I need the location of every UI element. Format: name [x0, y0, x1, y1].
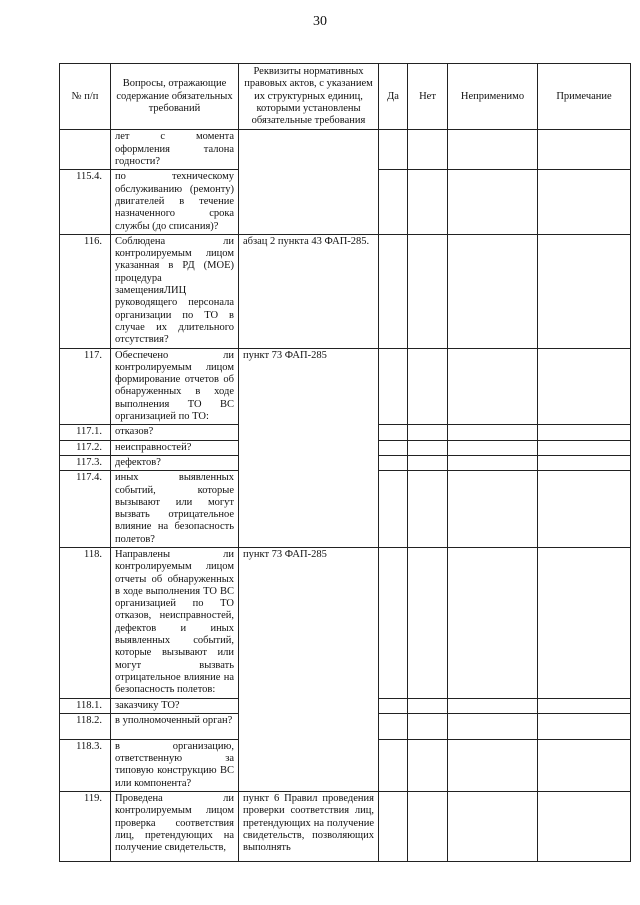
table-row — [60, 547, 631, 698]
note-cell[interactable] — [538, 440, 631, 455]
row-reference — [239, 130, 379, 234]
answer-na-cell[interactable] — [448, 234, 538, 348]
header-refs: Реквизиты нормативных правовых актов, с указанием их структурных единиц, которыми установлены обязательные требования — [239, 64, 379, 130]
answer-yes-cell[interactable] — [379, 348, 408, 425]
row-question: заказчику ТО? — [111, 698, 239, 713]
row-reference: пункт 73 ФАП-285 — [239, 348, 379, 547]
answer-na-cell[interactable] — [448, 713, 538, 739]
row-number: 118.3. — [60, 739, 111, 791]
answer-na-cell[interactable] — [448, 455, 538, 470]
answer-yes-cell[interactable] — [379, 739, 408, 791]
answer-no-cell[interactable] — [408, 170, 448, 234]
row-number: 118. — [60, 547, 111, 698]
row-question: неисправностей? — [111, 440, 239, 455]
row-reference: пункт 6 Правил проведения проверки соответствия лиц, претендующих на получение свидетельств, позволяющих выполнять — [239, 792, 379, 862]
note-cell[interactable] — [538, 130, 631, 170]
row-number: 119. — [60, 792, 111, 862]
row-question: Направлены ли контролируемым лицом отчеты об обнаруженных в ходе выполнения ТО ВС организацией по ТО отказов, неисправностей, дефектов и иных выявленных событий, которые вызывают или могут вызвать отрицательное влияние на безопасность полетов: — [111, 547, 239, 698]
row-question: лет с момента оформления талона годности? — [111, 130, 239, 170]
answer-no-cell[interactable] — [408, 713, 448, 739]
answer-yes-cell[interactable] — [379, 792, 408, 862]
header-question: Вопросы, отражающие содержание обязательных требований — [111, 64, 239, 130]
answer-na-cell[interactable] — [448, 471, 538, 548]
note-cell[interactable] — [538, 698, 631, 713]
answer-na-cell[interactable] — [448, 739, 538, 791]
row-number: 118.1. — [60, 698, 111, 713]
answer-na-cell[interactable] — [448, 170, 538, 234]
answer-no-cell[interactable] — [408, 698, 448, 713]
header-num: № п/п — [60, 64, 111, 130]
answer-yes-cell[interactable] — [379, 713, 408, 739]
answer-no-cell[interactable] — [408, 455, 448, 470]
note-cell[interactable] — [538, 792, 631, 862]
row-number: 115.4. — [60, 170, 111, 234]
answer-yes-cell[interactable] — [379, 440, 408, 455]
answer-yes-cell[interactable] — [379, 547, 408, 698]
note-cell[interactable] — [538, 425, 631, 440]
answer-no-cell[interactable] — [408, 440, 448, 455]
answer-no-cell[interactable] — [408, 471, 448, 548]
answer-no-cell[interactable] — [408, 348, 448, 425]
table-row — [60, 234, 631, 348]
note-cell[interactable] — [538, 739, 631, 791]
answer-yes-cell[interactable] — [379, 698, 408, 713]
checklist-table — [59, 63, 631, 862]
row-reference: абзац 2 пункта 43 ФАП-285. — [239, 234, 379, 348]
row-question: Соблюдена ли контролируемым лицом указанная в РД (МОЕ) процедура замещенияЛИЦ руководящего персонала организации по ТО в случае их длительного отсутствия? — [111, 234, 239, 348]
answer-na-cell[interactable] — [448, 348, 538, 425]
row-question: отказов? — [111, 425, 239, 440]
header-na: Неприменимо — [448, 64, 538, 130]
row-question: иных выявленных событий, которые вызывают или могут вызвать отрицательное влияние на безопасность полетов? — [111, 471, 239, 548]
row-question: в уполномоченный орган? — [111, 713, 239, 739]
page-number: 30 — [313, 14, 327, 29]
answer-no-cell[interactable] — [408, 425, 448, 440]
answer-yes-cell[interactable] — [379, 425, 408, 440]
answer-na-cell[interactable] — [448, 440, 538, 455]
answer-no-cell[interactable] — [408, 547, 448, 698]
note-cell[interactable] — [538, 471, 631, 548]
answer-na-cell[interactable] — [448, 130, 538, 170]
note-cell[interactable] — [538, 348, 631, 425]
note-cell[interactable] — [538, 455, 631, 470]
answer-yes-cell[interactable] — [379, 170, 408, 234]
answer-no-cell[interactable] — [408, 739, 448, 791]
answer-yes-cell[interactable] — [379, 471, 408, 548]
table-row — [60, 792, 631, 862]
row-number — [60, 130, 111, 170]
answer-yes-cell[interactable] — [379, 130, 408, 170]
header-yes: Да — [379, 64, 408, 130]
note-cell[interactable] — [538, 170, 631, 234]
row-number: 117.1. — [60, 425, 111, 440]
header-row — [60, 64, 631, 130]
answer-no-cell[interactable] — [408, 130, 448, 170]
answer-no-cell[interactable] — [408, 792, 448, 862]
row-question: дефектов? — [111, 455, 239, 470]
answer-na-cell[interactable] — [448, 425, 538, 440]
row-reference: пункт 73 ФАП-285 — [239, 547, 379, 791]
header-note: Примечание — [538, 64, 631, 130]
answer-yes-cell[interactable] — [379, 455, 408, 470]
table-row — [60, 130, 631, 170]
header-no: Нет — [408, 64, 448, 130]
answer-yes-cell[interactable] — [379, 234, 408, 348]
note-cell[interactable] — [538, 234, 631, 348]
row-question: по техническому обслуживанию (ремонту) двигателей в течение назначенного срока службы (до списания)? — [111, 170, 239, 234]
row-number: 117.2. — [60, 440, 111, 455]
row-number: 116. — [60, 234, 111, 348]
answer-na-cell[interactable] — [448, 792, 538, 862]
row-number: 117.3. — [60, 455, 111, 470]
answer-na-cell[interactable] — [448, 547, 538, 698]
row-number: 117.4. — [60, 471, 111, 548]
answer-na-cell[interactable] — [448, 698, 538, 713]
row-question: Обеспечено ли контролируемым лицом формирование отчетов об обнаруженных в ходе выполнения ТО ВС организацией по ТО: — [111, 348, 239, 425]
answer-no-cell[interactable] — [408, 234, 448, 348]
note-cell[interactable] — [538, 547, 631, 698]
note-cell[interactable] — [538, 713, 631, 739]
row-question: Проведена ли контролируемым лицом проверка соответствия лиц, претендующих на получение свидетельств, — [111, 792, 239, 862]
row-number: 118.2. — [60, 713, 111, 739]
table-row — [60, 348, 631, 425]
row-number: 117. — [60, 348, 111, 425]
row-question: в организацию, ответственную за типовую конструкцию ВС или компонента? — [111, 739, 239, 791]
